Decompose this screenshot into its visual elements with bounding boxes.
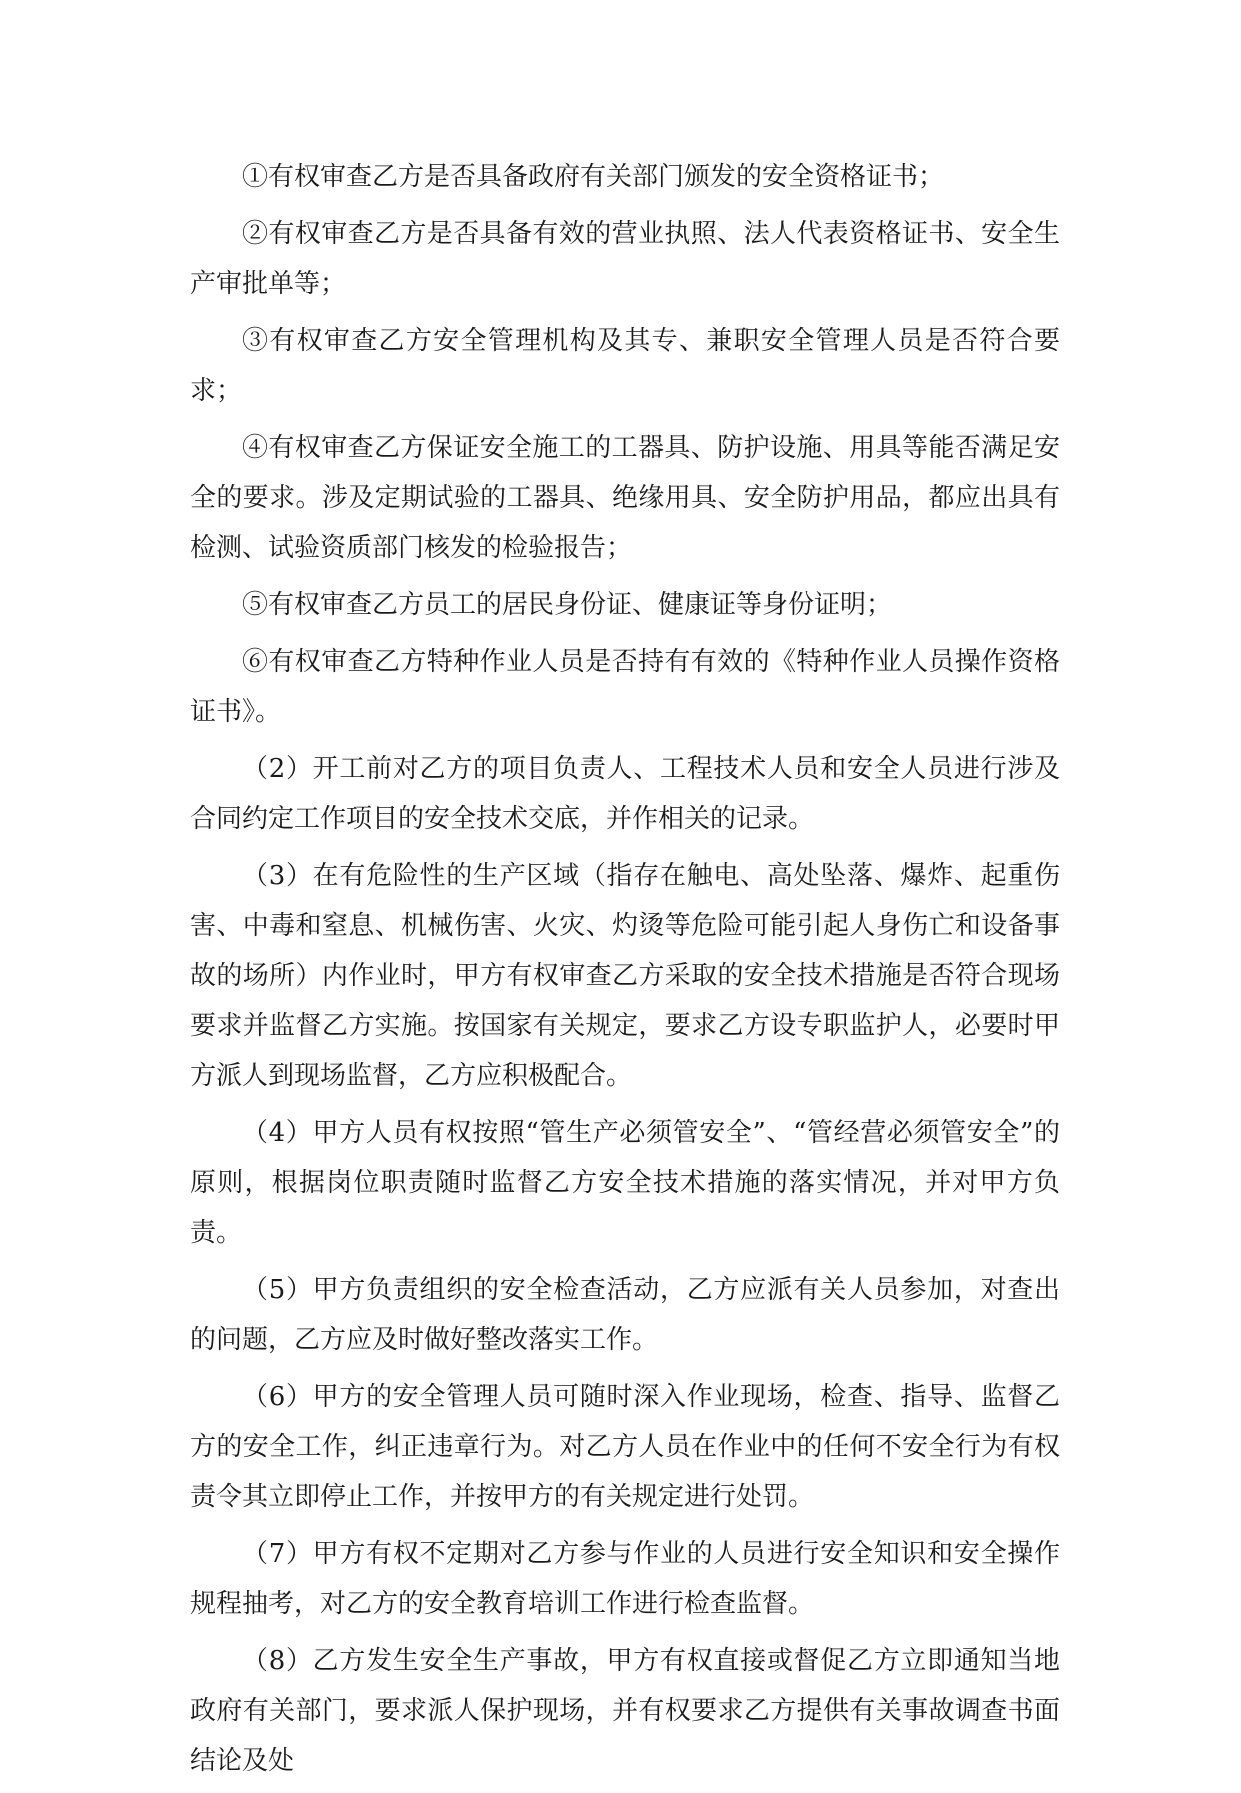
paragraph-review-identity-documents: ⑤有权审查乙方员工的居民身份证、健康证等身份证明； [242, 590, 893, 620]
document-body [190, 152, 1060, 1793]
paragraph-item-6: （6）甲方的安全管理人员可随时深入作业现场，检查、指导、监督乙方的安全工作，纠正违章行为。对乙方人员在作业中的任何不安全行为有权责令其立即停止工作，并按甲方的有关规定进行处罚。 [190, 1382, 1060, 1512]
paragraph-item-3: （3）在有危险性的生产区域（指存在触电、高处坠落、爆炸、起重伤害、中毒和窒息、机械伤害、火灾、灼烫等危险可能引起人身伤亡和设备事故的场所）内作业时，甲方有权审查乙方采取的安全技术措施是否符合现场要求并监督乙方实施。按国家有关规定，要求乙方设专职监护人，必要时甲方派人到现场监督，乙方应积极配合。 [190, 861, 1060, 1091]
paragraph-item-4: （4）甲方人员有权按照“管生产必须管安全”、“管经营必须管安全”的原则，根据岗位职责随时监督乙方安全技术措施的落实情况，并对甲方负责。 [190, 1118, 1060, 1248]
paragraph-review-safety-certificate: ①有权审查乙方是否具备政府有关部门颁发的安全资格证书； [242, 162, 945, 192]
paragraph-item-8: （8）乙方发生安全生产事故，甲方有权直接或督促乙方立即通知当地政府有关部门，要求派人保护现场，并有权要求乙方提供有关事故调查书面结论及处 [190, 1646, 1060, 1776]
paragraph-item-5: （5）甲方负责组织的安全检查活动，乙方应派有关人员参加，对查出的问题，乙方应及时做好整改落实工作。 [190, 1275, 1060, 1355]
paragraph-item-7: （7）甲方有权不定期对乙方参与作业的人员进行安全知识和安全操作规程抽考，对乙方的安全教育培训工作进行检查监督。 [190, 1539, 1060, 1619]
paragraph-review-tools-equipment: ④有权审查乙方保证安全施工的工器具、防护设施、用具等能否满足安全的要求。涉及定期试验的工器具、绝缘用具、安全防护用品，都应出具有检测、试验资质部门核发的检验报告； [190, 433, 1060, 563]
paragraph-review-business-license: ②有权审查乙方是否具备有效的营业执照、法人代表资格证书、安全生产审批单等； [190, 219, 1060, 299]
paragraph-review-safety-staff: ③有权审查乙方安全管理机构及其专、兼职安全管理人员是否符合要求； [190, 326, 1060, 406]
paragraph-item-2: （2）开工前对乙方的项目负责人、工程技术人员和安全人员进行涉及合同约定工作项目的安全技术交底，并作相关的记录。 [190, 754, 1060, 834]
paragraph-review-special-operators: ⑥有权审查乙方特种作业人员是否持有有效的《特种作业人员操作资格证书》。 [190, 647, 1060, 727]
